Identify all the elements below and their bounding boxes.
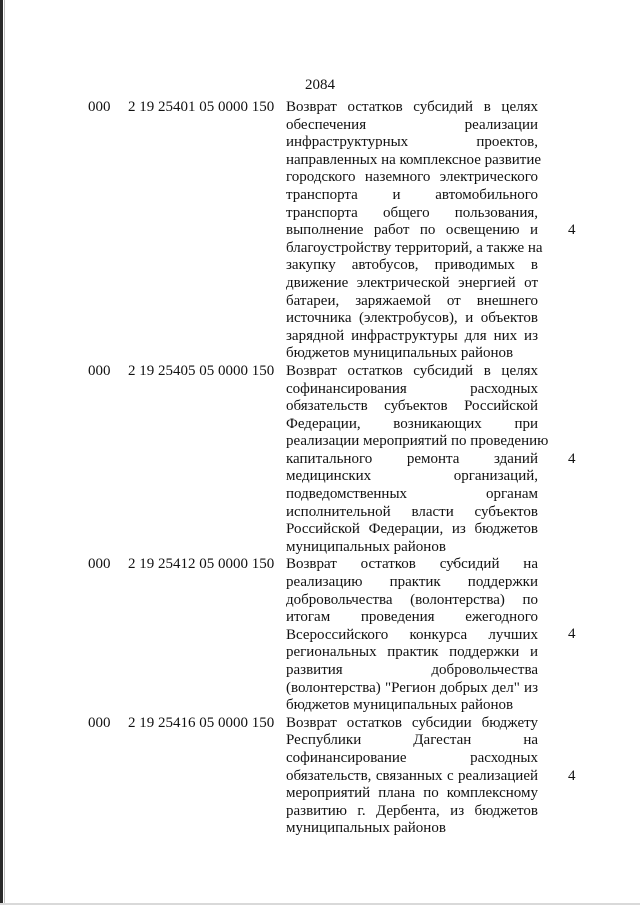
admin-code-cell: 000: [88, 362, 111, 379]
description-line: добровольчества (волонтерства) по: [286, 591, 538, 608]
description-line: зарядной инфраструктуры для них из: [286, 327, 538, 344]
description-line: Возврат остатков субсидии бюджету: [286, 714, 538, 731]
table-row: [0, 715, 640, 838]
description-line: бюджетов муниципальных районов: [286, 697, 514, 714]
description-line: Возврат остатков субсидий на: [286, 556, 538, 573]
description-line: развития добровольчества: [286, 662, 538, 678]
kbk-code-cell: 2 19 25405 05 0000 150: [128, 362, 275, 379]
description-line: медицинских организаций,: [286, 468, 538, 485]
table-row: [0, 556, 640, 714]
description-cell: [286, 362, 549, 557]
description-line: Российской Федерации, из бюджетов: [286, 521, 538, 538]
description-line: мероприятий плана по комплексному: [286, 785, 538, 802]
description-line: реализацию практик поддержки: [286, 574, 538, 591]
level-cell: 4: [568, 222, 576, 238]
description-line: итогам проведения ежегодного: [286, 609, 538, 626]
description-line: муниципальных районов: [286, 538, 446, 555]
admin-code-cell: 000: [88, 556, 111, 573]
description-line: источника (электробусов), и объектов: [286, 310, 538, 327]
description-line: закупку автобусов, приводимых в: [286, 257, 538, 274]
table-row: [0, 363, 640, 557]
page-number: 2084: [305, 77, 335, 93]
description-line: капитального ремонта зданий: [286, 450, 538, 467]
description-line: батареи, заряжаемой от внешнего: [286, 292, 538, 309]
level-cell: 4: [568, 767, 576, 784]
description-line: реализации мероприятий по проведению: [286, 433, 549, 450]
description-line: инфраструктурных проектов,: [286, 134, 538, 151]
description-line: Республики Дагестан на: [286, 732, 538, 749]
admin-code-cell: 000: [88, 99, 111, 115]
description-line: обязательств субъектов Российской: [286, 398, 538, 415]
description-line: выполнение работ по освещению и: [286, 222, 538, 239]
description-line: Федерации, возникающих при: [286, 415, 538, 432]
budget-code-table: [0, 99, 640, 838]
description-line: Возврат остатков субсидий в целях: [286, 99, 538, 115]
description-line: направленных на комплексное развитие: [286, 151, 542, 168]
kbk-code-cell: 2 19 25412 05 0000 150: [128, 556, 275, 573]
level-cell: 4: [568, 450, 576, 467]
description-line: развитию г. Дербента, из бюджетов: [286, 802, 538, 819]
description-line: софинансирование расходных: [286, 749, 538, 766]
description-line: подведомственных органам: [286, 486, 538, 503]
description-line: транспорта и автомобильного: [286, 186, 538, 203]
description-line: городского наземного электрического: [286, 169, 538, 186]
description-line: исполнительной власти субъектов: [286, 503, 538, 520]
description-cell: [286, 715, 538, 838]
description-line: Возврат остатков субсидий в целях: [286, 362, 538, 379]
kbk-code-cell: 2 19 25416 05 0000 150: [128, 714, 275, 731]
description-line: обязательств, связанных с реализацией: [286, 767, 538, 784]
description-line: бюджетов муниципальных районов: [286, 345, 514, 362]
kbk-code-cell: 2 19 25401 05 0000 150: [128, 99, 275, 115]
description-line: муниципальных районов: [286, 820, 446, 837]
level-cell: 4: [568, 626, 576, 643]
description-line: обеспечения реализации: [286, 116, 538, 133]
description-line: (волонтерства) "Регион добрых дел" из: [286, 679, 538, 696]
description-line: транспорта общего пользования,: [286, 204, 538, 221]
description-line: благоустройству территорий, а также на: [286, 239, 543, 256]
admin-code-cell: 000: [88, 714, 111, 731]
description-line: движение электрической энергией от: [286, 274, 538, 291]
table-row: [0, 99, 640, 363]
description-cell: [286, 556, 538, 714]
description-line: Всероссийского конкурса лучших: [286, 626, 538, 643]
description-cell: [286, 99, 543, 363]
description-line: региональных практик поддержки и: [286, 644, 538, 661]
description-line: софинансирования расходных: [286, 380, 538, 397]
